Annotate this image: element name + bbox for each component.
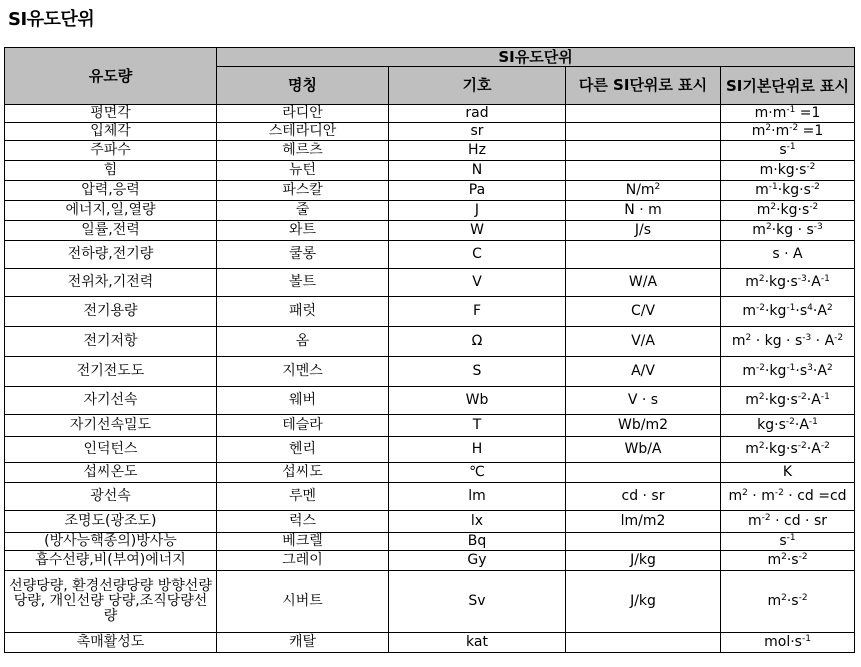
other-si-cell: J/s	[566, 221, 721, 241]
table-row	[5, 161, 855, 181]
name-cell: 섭씨도	[217, 463, 389, 483]
other-si-cell	[566, 633, 721, 653]
base-si-cell: $m^2\cdot kg\cdot s^{-2}\cdot A^{-2}$	[721, 437, 855, 463]
quantity-cell: 인덕턴스	[5, 437, 217, 463]
base-si-cell: K	[721, 463, 855, 483]
quantity-cell: (방사능핵종의)방사능	[5, 533, 217, 551]
base-si-cell: $m^2 \cdot m^{-2}$ · cd =cd	[721, 483, 855, 511]
base-si-cell: $m^2\cdot m^{-2} =1$	[721, 123, 855, 141]
header-symbol: 기호	[389, 67, 566, 105]
base-si-cell: $m^{-2}$ · cd · sr	[721, 511, 855, 533]
si-derived-units-table	[4, 47, 855, 653]
symbol-cell: rad	[389, 105, 566, 123]
symbol-cell: sr	[389, 123, 566, 141]
name-cell: 파스칼	[217, 181, 389, 201]
base-si-cell: $s^{-1}$	[721, 141, 855, 161]
base-si-cell: s · A	[721, 241, 855, 269]
other-si-cell: J/kg	[566, 551, 721, 571]
base-si-cell: $s^{-1}$	[721, 533, 855, 551]
other-si-cell: N · m	[566, 201, 721, 221]
quantity-cell: 전하량,전기량	[5, 241, 217, 269]
base-si-cell: $m^2\cdot s^{-2}$	[721, 551, 855, 571]
table-row	[5, 105, 855, 123]
symbol-cell: lm	[389, 483, 566, 511]
header-base-si: SI기본단위로 표시	[721, 67, 855, 105]
quantity-cell: 자기선속	[5, 387, 217, 415]
table-row	[5, 201, 855, 221]
base-si-cell: $m^2\cdot kg\cdot s^{-2}\cdot A^{-1}$	[721, 387, 855, 415]
header-quantity: 유도량	[5, 48, 217, 105]
header-name: 명칭	[217, 67, 389, 105]
quantity-cell: 전위차,기전력	[5, 269, 217, 297]
name-cell: 쿨롱	[217, 241, 389, 269]
quantity-cell: 입체각	[5, 123, 217, 141]
symbol-cell: Pa	[389, 181, 566, 201]
symbol-cell: Wb	[389, 387, 566, 415]
other-si-cell: V · s	[566, 387, 721, 415]
other-si-cell	[566, 533, 721, 551]
quantity-cell: 평면각	[5, 105, 217, 123]
other-si-cell: Wb/m2	[566, 415, 721, 437]
base-si-cell: $m^2\cdot s^{-2}$	[721, 571, 855, 633]
table-row	[5, 415, 855, 437]
base-si-cell: $m^{-1}\cdot kg\cdot s^{-2}$	[721, 181, 855, 201]
other-si-cell: V/A	[566, 327, 721, 357]
other-si-cell: J/kg	[566, 571, 721, 633]
symbol-cell: Bq	[389, 533, 566, 551]
quantity-cell: 에너지,일,열량	[5, 201, 217, 221]
base-si-cell: $kg\cdot s^{-2}\cdot A^{-1}$	[721, 415, 855, 437]
symbol-cell: W	[389, 221, 566, 241]
other-si-cell: cd · sr	[566, 483, 721, 511]
symbol-cell: H	[389, 437, 566, 463]
quantity-cell: 압력,응력	[5, 181, 217, 201]
symbol-cell: Ω	[389, 327, 566, 357]
symbol-cell: N	[389, 161, 566, 181]
table-row	[5, 327, 855, 357]
base-si-cell: $m^2\cdot kg\cdot s^{-3}\cdot A^{-1}$	[721, 269, 855, 297]
other-si-cell: Wb/A	[566, 437, 721, 463]
table-row	[5, 633, 855, 653]
header-si-derived-unit: SI유도단위	[217, 48, 855, 67]
base-si-cell: $m\cdot kg\cdot s^{-2}$	[721, 161, 855, 181]
table-row	[5, 437, 855, 463]
other-si-cell: C/V	[566, 297, 721, 327]
table-row	[5, 387, 855, 415]
symbol-cell: lx	[389, 511, 566, 533]
base-si-cell: $m^2\cdot kg\cdot s^{-2}$	[721, 201, 855, 221]
base-si-cell: $m^2$ · kg · $s^{-3} \cdot A^{-2}$	[721, 327, 855, 357]
table-row	[5, 141, 855, 161]
base-si-cell: $m\cdot m^{-1} =1$	[721, 105, 855, 123]
name-cell: 베크렐	[217, 533, 389, 551]
name-cell: 뉴턴	[217, 161, 389, 181]
name-cell: 라디안	[217, 105, 389, 123]
table-row	[5, 221, 855, 241]
base-si-cell: $m^2\cdot kg \cdot s^{-3}$	[721, 221, 855, 241]
quantity-cell: 전기용량	[5, 297, 217, 327]
name-cell: 줄	[217, 201, 389, 221]
other-si-cell	[566, 161, 721, 181]
name-cell: 헨리	[217, 437, 389, 463]
table-row	[5, 551, 855, 571]
name-cell: 루멘	[217, 483, 389, 511]
quantity-cell: 선량당량, 환경선량당량 방향선량당량, 개인선량 당량,조직당량선량	[5, 571, 217, 633]
symbol-cell: S	[389, 357, 566, 387]
symbol-cell: F	[389, 297, 566, 327]
table-row	[5, 269, 855, 297]
quantity-cell: 주파수	[5, 141, 217, 161]
name-cell: 스테라디안	[217, 123, 389, 141]
quantity-cell: 광선속	[5, 483, 217, 511]
quantity-cell: 전기전도도	[5, 357, 217, 387]
symbol-cell: Hz	[389, 141, 566, 161]
name-cell: 패럿	[217, 297, 389, 327]
quantity-cell: 힘	[5, 161, 217, 181]
quantity-cell: 섭씨온도	[5, 463, 217, 483]
table-row	[5, 511, 855, 533]
name-cell: 옴	[217, 327, 389, 357]
symbol-cell: V	[389, 269, 566, 297]
name-cell: 그레이	[217, 551, 389, 571]
quantity-cell: 흡수선량,비(부여)에너지	[5, 551, 217, 571]
table-row	[5, 181, 855, 201]
symbol-cell: J	[389, 201, 566, 221]
quantity-cell: 촉매활성도	[5, 633, 217, 653]
other-si-cell: W/A	[566, 269, 721, 297]
table-row	[5, 297, 855, 327]
table-row	[5, 241, 855, 269]
table-row	[5, 357, 855, 387]
header-other-si: 다른 SI단위로 표시	[566, 67, 721, 105]
page-title: SI유도단위	[8, 9, 95, 30]
other-si-cell	[566, 241, 721, 269]
quantity-cell: 자기선속밀도	[5, 415, 217, 437]
base-si-cell: $mol\cdot s^{-1}$	[721, 633, 855, 653]
table-row	[5, 463, 855, 483]
base-si-cell: $m^{-2}\cdot kg^{-1}\cdot s^3\cdot A^2$	[721, 357, 855, 387]
symbol-cell: Sv	[389, 571, 566, 633]
other-si-cell	[566, 141, 721, 161]
quantity-cell: 조명도(광조도)	[5, 511, 217, 533]
table-row	[5, 571, 855, 633]
name-cell: 볼트	[217, 269, 389, 297]
other-si-cell	[566, 463, 721, 483]
name-cell: 지멘스	[217, 357, 389, 387]
name-cell: 웨버	[217, 387, 389, 415]
name-cell: 럭스	[217, 511, 389, 533]
name-cell: 테슬라	[217, 415, 389, 437]
other-si-cell	[566, 123, 721, 141]
other-si-cell	[566, 105, 721, 123]
name-cell: 와트	[217, 221, 389, 241]
name-cell: 캐탈	[217, 633, 389, 653]
other-si-cell: A/V	[566, 357, 721, 387]
symbol-cell: T	[389, 415, 566, 437]
other-si-cell: lm/m2	[566, 511, 721, 533]
symbol-cell: ℃	[389, 463, 566, 483]
quantity-cell: 일률,전력	[5, 221, 217, 241]
symbol-cell: kat	[389, 633, 566, 653]
table-row	[5, 533, 855, 551]
quantity-cell: 전기저항	[5, 327, 217, 357]
table-row	[5, 483, 855, 511]
table-row	[5, 123, 855, 141]
symbol-cell: Gy	[389, 551, 566, 571]
other-si-cell: $N/m^2$	[566, 181, 721, 201]
base-si-cell: $m^{-2}\cdot kg^{-1}\cdot s^4\cdot A^2$	[721, 297, 855, 327]
symbol-cell: C	[389, 241, 566, 269]
name-cell: 시버트	[217, 571, 389, 633]
name-cell: 헤르츠	[217, 141, 389, 161]
